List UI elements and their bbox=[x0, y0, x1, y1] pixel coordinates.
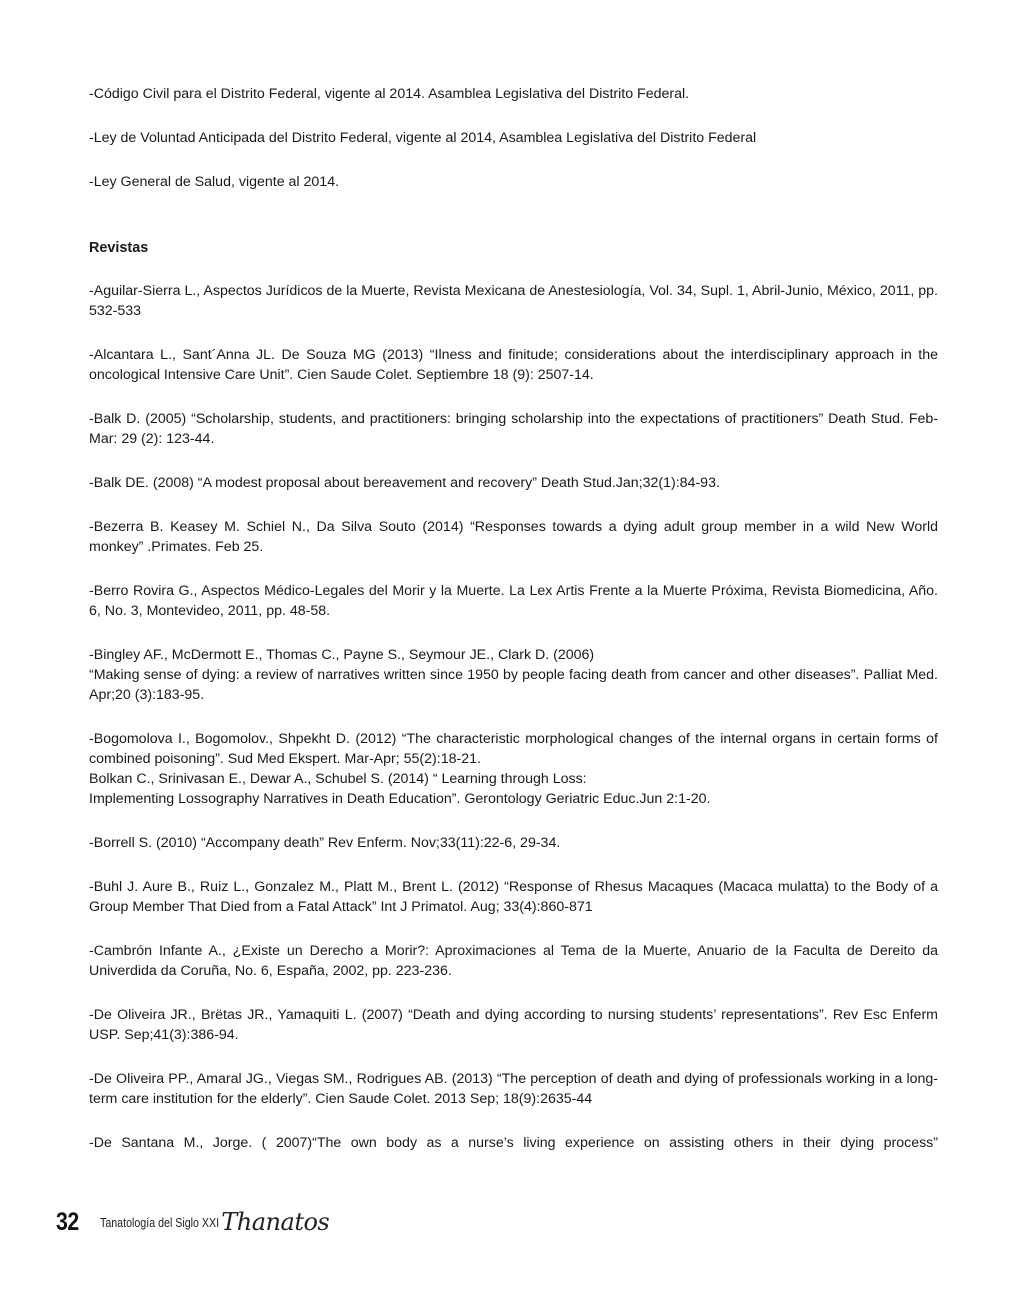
reference-list bbox=[89, 84, 938, 1153]
reference-entry: -Bezerra B. Keasey M. Schiel N., Da Silva Souto (2014) “Responses towards a dying adult group member in a wild New World monkey” .Primates. Feb 25. bbox=[89, 519, 938, 555]
journal-name: Tanatología del Siglo XXI bbox=[100, 1214, 220, 1230]
page-number: 32 bbox=[56, 1207, 79, 1236]
law-entry: -Código Civil para el Distrito Federal, vigente al 2014. Asamblea Legislativa del Distrito Federal. bbox=[89, 86, 690, 102]
reference-entry: -Berro Rovira G., Aspectos Médico-Legales del Morir y la Muerte. La Lex Artis Frente a la Muerte Próxima, Revista Biomedicina, Año. 6, No. 3, Montevideo, 2011, pp. 48-58. bbox=[89, 583, 938, 619]
reference-entry: -De Oliveira PP., Amaral JG., Viegas SM., Rodrigues AB. (2013) “The perception of death and dying of professionals working in a long-term care institution for the elderly”. Cien Saude Colet. 2013 Sep; 18(9):2635-44 bbox=[89, 1071, 938, 1107]
reference-entry: -Balk D. (2005) “Scholarship, students, and practitioners: bringing scholarship into the expectations of practitioners” Death Stud. Feb-Mar: 29 (2): 123-44. bbox=[89, 411, 938, 447]
section-title: Revistas bbox=[89, 240, 149, 256]
reference-entry: -Borrell S. (2010) “Accompany death” Rev Enferm. Nov;33(11):22-6, 29-34. bbox=[89, 835, 561, 851]
law-entry: -Ley General de Salud, vigente al 2014. bbox=[89, 174, 340, 190]
reference-entry: -Buhl J. Aure B., Ruiz L., Gonzalez M., Platt M., Brent L. (2012) “Response of Rhesus Macaques (Macaca mulatta) to the Body of a Group Member That Died from a Fatal Attack” Int J Primatol. Aug; 33(4):860-871 bbox=[89, 879, 938, 915]
reference-entry: -Aguilar-Sierra L., Aspectos Jurídicos de la Muerte, Revista Mexicana de Anestesiología, Vol. 34, Supl. 1, Abril-Junio, México, 2011, pp. 532-533 bbox=[89, 283, 938, 319]
thanatos-logo: Thanatos bbox=[221, 1208, 330, 1236]
page-footer bbox=[56, 1202, 329, 1242]
reference-entry: -De Oliveira JR., Brëtas JR., Yamaquiti L. (2007) “Death and dying according to nursing students’ representations”. Rev Esc Enferm USP. Sep;41(3):386-94. bbox=[89, 1007, 938, 1043]
reference-line: “Making sense of dying: a review of narratives written since 1950 by people facing death from cancer and other diseases”. Palliat Med. Apr;20 (3):183-95. bbox=[89, 667, 938, 703]
reference-line: -Bingley AF., McDermott E., Thomas C., Payne S., Seymour JE., Clark D. (2006) bbox=[89, 647, 595, 663]
reference-entry: -Cambrón Infante A., ¿Existe un Derecho a Morir?: Aproximaciones al Tema de la Muerte, Anuario de la Faculta de Dereito da Univerdida da Coruña, No. 6, España, 2002, pp. 223-236. bbox=[89, 943, 938, 979]
law-entry: -Ley de Voluntad Anticipada del Distrito Federal, vigente al 2014, Asamblea Legislativa del Distrito Federal bbox=[89, 130, 757, 146]
reference-entry bbox=[89, 729, 938, 809]
reference-line: Bolkan C., Srinivasan E., Dewar A., Schubel S. (2014) “ Learning through Loss: bbox=[89, 771, 587, 787]
reference-line: -Bogomolova I., Bogomolov., Shpekht D. (2012) “The characteristic morphological changes of the internal organs in certain forms of combined poisoning”. Sud Med Ekspert. Mar-Apr; 55(2):18-21. bbox=[89, 731, 938, 767]
reference-entry bbox=[89, 645, 938, 705]
reference-entry: -De Santana M., Jorge. ( 2007)“The own body as a nurse’s living experience on assisting others in their dying process” bbox=[89, 1135, 938, 1151]
reference-entry: -Alcantara L., Sant´Anna JL. De Souza MG (2013) “Ilness and finitude; considerations about the interdisciplinary approach in the oncological Intensive Care Unit”. Cien Saude Colet. Septiembre 18 (9): 2507-14. bbox=[89, 347, 938, 383]
reference-line: Implementing Lossography Narratives in Death Education”. Gerontology Geriatric Educ.Jun 2:1-20. bbox=[89, 791, 711, 807]
reference-entry: -Balk DE. (2008) “A modest proposal about bereavement and recovery” Death Stud.Jan;32(1):84-93. bbox=[89, 475, 720, 491]
